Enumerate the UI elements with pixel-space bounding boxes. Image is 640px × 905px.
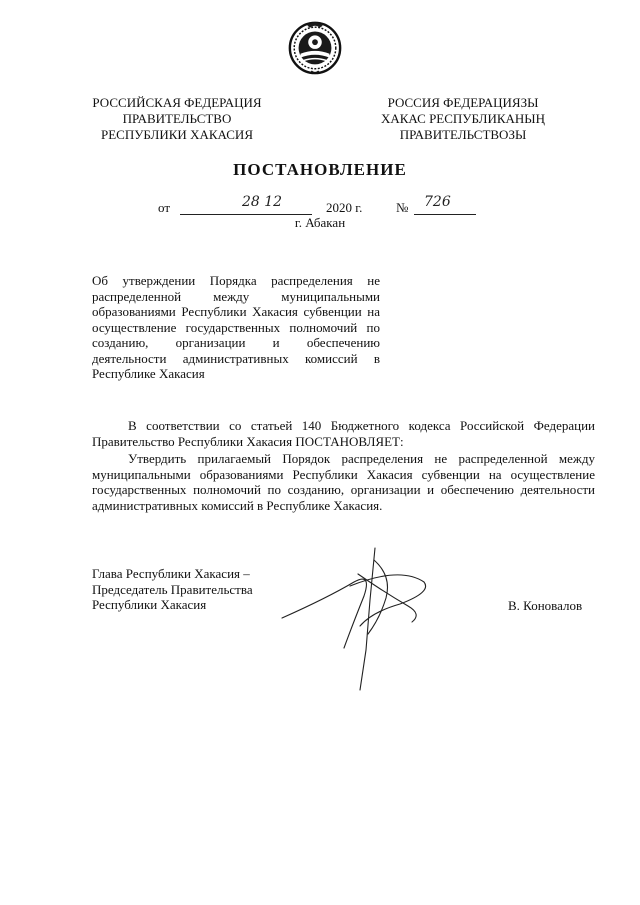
body-paragraph-1 bbox=[92, 418, 595, 449]
body-paragraph-2 bbox=[92, 451, 595, 513]
header-right-line-2: ХАКАС РЕСПУБЛИКАНЫҢ bbox=[380, 111, 546, 126]
date-from-label: от bbox=[158, 200, 171, 215]
signatory-position-line-2: Председатель Правительства bbox=[92, 581, 253, 597]
signatory-name: В. Коновалов bbox=[508, 598, 583, 613]
body-paragraph-1-text: В соответствии со статьей 140 Бюджетного кодекса Российской Федерации Правительство Республики Хакасия ПОСТАНОВЛЯЕТ: bbox=[92, 418, 595, 449]
signatory-position-line-3: Республики Хакасия bbox=[92, 597, 207, 612]
header-left-line-3: РЕСПУБЛИКИ ХАКАСИЯ bbox=[100, 127, 253, 142]
handwritten-date: 28 12 bbox=[242, 194, 283, 210]
number-label: № bbox=[396, 200, 409, 215]
header-left-line-1: РОССИЙСКАЯ ФЕДЕРАЦИЯ bbox=[92, 95, 262, 110]
header-left bbox=[78, 95, 276, 143]
signatory-position-line-1: Глава Республики Хакасия – bbox=[92, 566, 250, 581]
header-right bbox=[358, 95, 568, 143]
body-paragraph-2-text: Утвердить прилагаемый Порядок распределения не распределенной между муниципальными образованиями Республики Хакасия субвенции на осуществление государственных полномочий по созданию, организации и обеспечению деятельности административных комиссий в Республике Хакасия. bbox=[92, 451, 595, 513]
header-left-line-2: ПРАВИТЕЛЬСТВО bbox=[122, 111, 232, 126]
handwritten-number: 726 bbox=[424, 194, 451, 210]
header-right-line-1: РОССИЯ ФЕДЕРАЦИЯЗЫ bbox=[387, 95, 539, 110]
document-subject: Об утверждении Порядка распределения не распределенной между муниципальными образованиями Республики Хакасия субвенции на осуществление государственных полномочий по созданию, организации и обеспечению деятельности административных комиссий в Республике Хакасия bbox=[92, 273, 380, 381]
signatory-position bbox=[92, 566, 253, 613]
document-title: ПОСТАНОВЛЕНИЕ bbox=[233, 160, 407, 179]
header-right-line-3: ПРАВИТЕЛЬСТВОЗЫ bbox=[399, 127, 527, 142]
year-label: 2020 г. bbox=[326, 200, 363, 215]
coat-of-arms-emblem bbox=[286, 18, 344, 76]
handwritten-signature bbox=[272, 540, 442, 700]
city-label: г. Абакан bbox=[294, 215, 346, 230]
